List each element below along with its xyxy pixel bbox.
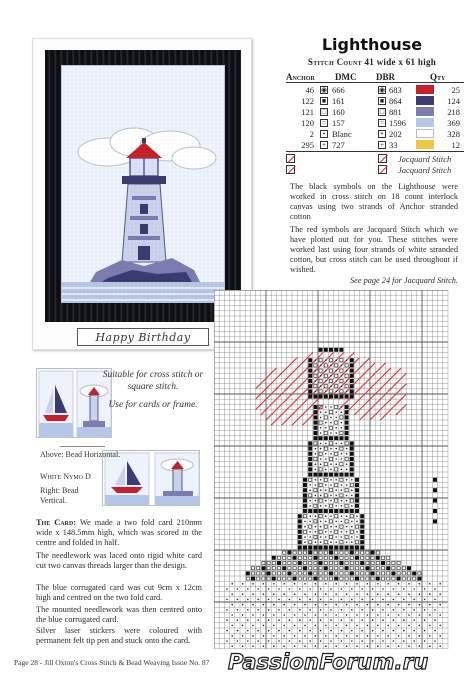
paragraph-red-symbols: The red symbols are Jacquard Stitch which we have plotted out for you. These stitches were worked last using four strands of white stranded cotton, but cross stitch can be used throughout if wished. [290,225,458,275]
symbol-icon: □ [321,108,327,116]
symbol-icon: = [320,119,328,127]
header-dbr: DBR [376,72,396,82]
color-swatch [416,129,434,138]
jacquard-label: Jacquard Stitch [398,154,452,164]
header-anchor: Anchor [286,72,315,82]
bead-vertical-note: Right: Bead Vertical. [40,486,79,505]
symbol-icon: • [320,130,328,138]
jacquard-symbol-icon [286,165,295,174]
stitch-count-value: 41 wide x 61 high [364,57,437,67]
forum-watermark: PassionForum.ru [228,650,429,674]
lighthouse-needlework [61,65,225,303]
jacquard-label: Jacquard Stitch [398,165,452,175]
key-rule [286,151,464,152]
lighthouse-needlework-image [62,66,225,303]
jacquard-symbol-icon [286,154,295,163]
bead-horizontal-note: Above: Bead Horizontal. [40,450,121,459]
stitch-count [282,57,462,67]
birthday-sticker: Happy Birthday [77,328,209,346]
key-header-rule [286,82,464,83]
key-row: 46 ◉ 666 ◉ 683 25 [305,85,460,95]
symbol-icon: ■ [321,97,327,105]
color-swatch [416,107,434,116]
paragraph-black-symbols: The black symbols on the Lighthouse were worked in cross stitch on 18 count interlock canvas using two strands of Anchor stranded cotton [290,182,458,222]
jacquard-symbol-icon [378,154,387,163]
symbol-icon: ◉ [379,86,386,94]
stitch-chart-grid [214,290,450,650]
header-qty: Qty [430,72,446,82]
jacquard-page-reference: See page 24 for Jacquard Stitch. [350,276,458,285]
symbol-icon: ◉ [321,86,328,94]
card-instructions-5: Silver laser stickers were coloured with permanent felt tip pen and stuck onto the card. [36,626,202,646]
symbol-icon: □ [379,108,385,116]
key-row: 122 ■ 161 ■ 864 124 [301,96,460,106]
stitch-chart [214,290,450,650]
key-row: 120 = 157 = 1596 369 [301,118,460,128]
card-instructions-2: The needlework was laced onto rigid white card cut two canvas threads larger than the design. [36,551,202,571]
page-footer: Page 28 - Jill Oxton's Cross Stitch & Bead Weaving Issue No. 87 [14,658,210,667]
key-row: 295 + 727 + 33 12 [301,140,460,150]
symbol-icon: + [378,141,386,149]
suitable-caption: Suitable for cross stitch or square stitch. Use for cards or frame. [102,370,204,410]
color-swatch [416,118,434,127]
color-swatch [416,96,434,105]
symbol-icon: ■ [379,97,385,105]
jacquard-symbol-icon [378,165,387,174]
card-instructions-1: The Card: We made a two fold card 210mm wide x 148.5mm high, which was scored in the centre and folded in half. [36,518,203,548]
key-row: 121 □ 160 □ 881 218 [301,107,460,117]
card-instructions-3: The blue corrugated card was cut 9cm x 12cm high and centred on the two fold card. [36,583,202,603]
color-swatch [416,140,434,149]
symbol-icon: = [378,119,386,127]
bead-pointer-line [60,446,105,447]
header-dmc: DMC [335,72,357,82]
bead-thread-note: White Nymo D [40,472,91,481]
stitch-count-label: Stitch Count [307,57,362,67]
design-title: Lighthouse [321,35,423,54]
key-row: 2 • Blanc • 202 328 [309,129,460,139]
symbol-icon: • [378,130,386,138]
symbol-icon: + [320,141,328,149]
color-swatch [416,85,434,94]
card-instructions-4: The mounted needlework was then centred onto the blue corrugated card. [36,605,202,625]
